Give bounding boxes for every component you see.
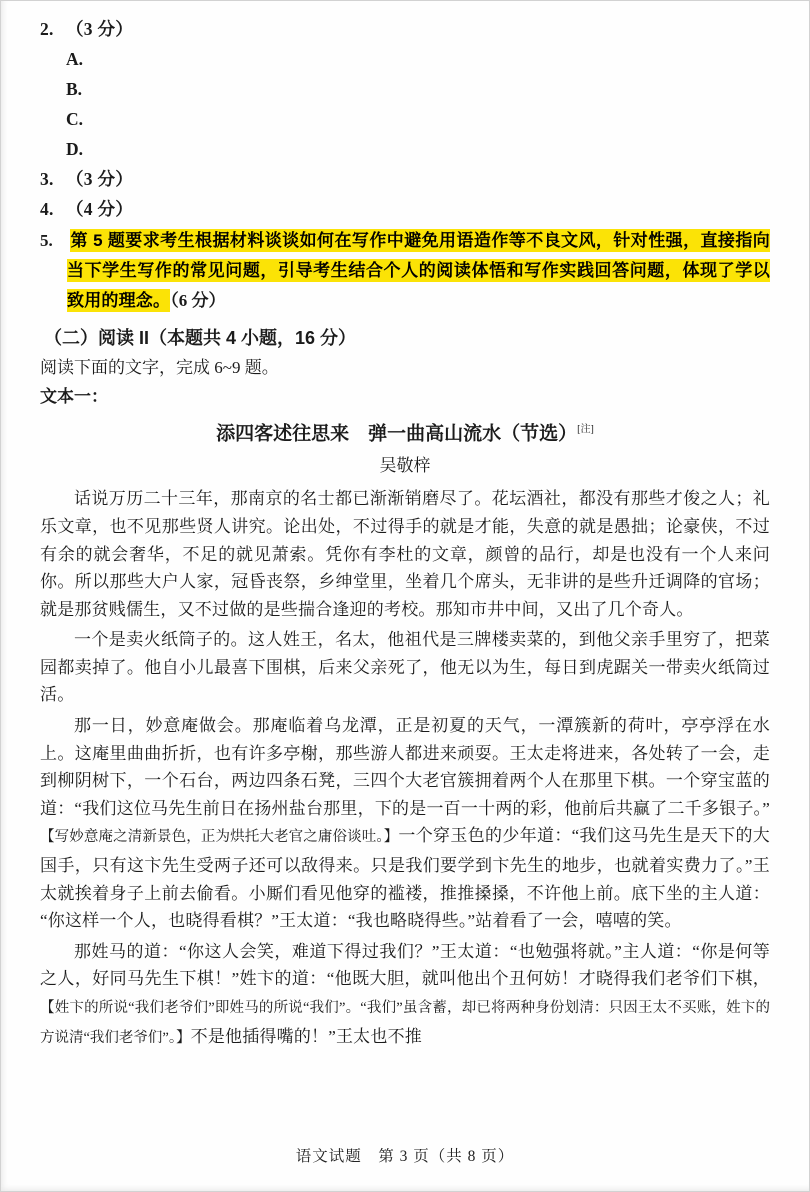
item-score: （6 分）	[170, 291, 226, 310]
essay-title	[40, 415, 770, 449]
item-score: （4 分）	[66, 199, 134, 219]
editorial-annotation: 【姓卞的所说“我们老爷们”即姓马的所说“我们”。“我们”虽含蓄，却已将两种身份划清：只因王太不买账，姓卞的方说清“我们老爷们”。】	[40, 1000, 770, 1046]
page-footer: 语文试题 第 3 页（共 8 页）	[295, 1148, 515, 1165]
essay-paragraph	[40, 626, 770, 709]
option-b: B.	[66, 79, 83, 99]
item-score: （3 分）	[66, 169, 134, 189]
answer-item-4	[40, 194, 770, 224]
essay-paragraph	[40, 485, 770, 623]
essay-text-segment: 那一日，妙意庵做会。那庵临着乌龙潭，正是初夏的天气，一潭簇新的荷叶，亭亭浮在水上。这庵里曲曲折折，也有许多亭榭，那些游人都进来顽耍。王太走将进来，各处转了一会，走到柳阴树下，一个石台，两边四条石凳，三四个大老官簇拥着两个人在那里下棋。一个穿宝蓝的道：“我们这位马先生前日在扬州盐台那里，下的是一百一十两的彩，他前后共赢了二千多银子。”	[40, 716, 770, 818]
essay-author: 吴敬梓	[379, 456, 431, 476]
item-number: 4.	[40, 199, 54, 219]
essay-paragraph	[40, 938, 770, 1052]
essay-text-segment: 话说万历二十三年，那南京的名士都已渐渐销磨尽了。花坛酒社，都没有那些才俊之人；礼乐文章，也不见那些贤人讲究。论出处，不过得手的就是才能，失意的就是愚拙；论豪侠，不过有余的就会奢华，不足的就见萧索。凭你有李杜的文章，颜曾的品行，却是也没有一个人来问你。所以那些大户人家，冠昏丧祭，乡绅堂里，坐着几个席头，无非讲的是些升迁调降的官场；就是那贫贱儒生，又不过做的是些揣合逢迎的考校。那知市井中间，又出了几个奇人。	[40, 489, 770, 619]
essay-title-text: 添四客述往思来 弹一曲高山流水（节选）	[216, 423, 578, 445]
section-heading: （二）阅读 II（本题共 4 小题，16 分）	[44, 328, 357, 348]
item-number: 2.	[40, 19, 54, 39]
section-instruction: 阅读下面的文字，完成 6~9 题。	[40, 358, 279, 377]
option-c: C.	[66, 109, 84, 129]
essay-text-segment: 一个是卖火纸筒子的。这人姓王，名太，他祖代是三牌楼卖菜的，到他父亲手里穷了，把菜园都卖掉了。他自小儿最喜下围棋，后来父亲死了，他无以为生，每日到虎踞关一带卖火纸筒过活。	[40, 630, 770, 705]
essay-paragraphs	[40, 485, 770, 1052]
essay-text-segment: 那姓马的道：“你这人会笑，难道下得过我们？”王太道：“也勉强将就。”主人道：“你是何等之人，好同马先生下棋！”姓卞的道：“他既大胆，就叫他出个丑何妨！才晓得我们老爷们下棋，	[40, 941, 770, 989]
item-number: 5.	[40, 231, 53, 250]
essay-text-segment: 不是他插得嘴的！”王太也不推	[190, 1026, 422, 1046]
essay-text-segment: 一个穿玉色的少年道：“我们这马先生是天下的大国手，只有这卞先生受两子还可以敌得来。只是我们要学到卞先生的地步，也就着实费力了。”王太就挨着身子上前去偷看。小厮们看见他穿的褴褛，推推搡搡，不许他上前。底下坐的主人道：“你这样一个人，也晓得看棋？”王太道：“我也略晓得些。”站着看了一会，嘻嘻的笑。	[40, 826, 770, 931]
answer-item-3	[40, 164, 770, 194]
item-score: （3 分）	[66, 19, 134, 39]
item-2-options	[66, 44, 770, 164]
answer-item-5	[40, 226, 770, 316]
text-one-label: 文本一：	[40, 387, 108, 406]
option-d: D.	[66, 139, 84, 159]
editorial-annotation: 【写妙意庵之清新景色，正为烘托大老官之庸俗谈吐。】	[40, 829, 399, 846]
essay-paragraph	[40, 712, 770, 935]
title-footnote-marker: [注]	[577, 424, 594, 435]
option-a: A.	[66, 49, 84, 69]
answer-item-2	[40, 14, 770, 44]
item-number: 3.	[40, 169, 54, 189]
highlighted-answer-text: 第 5 题要求考生根据材料谈谈如何在写作中避免用语造作等不良文风，针对性强，直接指向当下学生写作的常见问题，引导考生结合个人的阅读体悟和写作实践回答问题，体现了学以致用的理念。	[67, 231, 770, 310]
